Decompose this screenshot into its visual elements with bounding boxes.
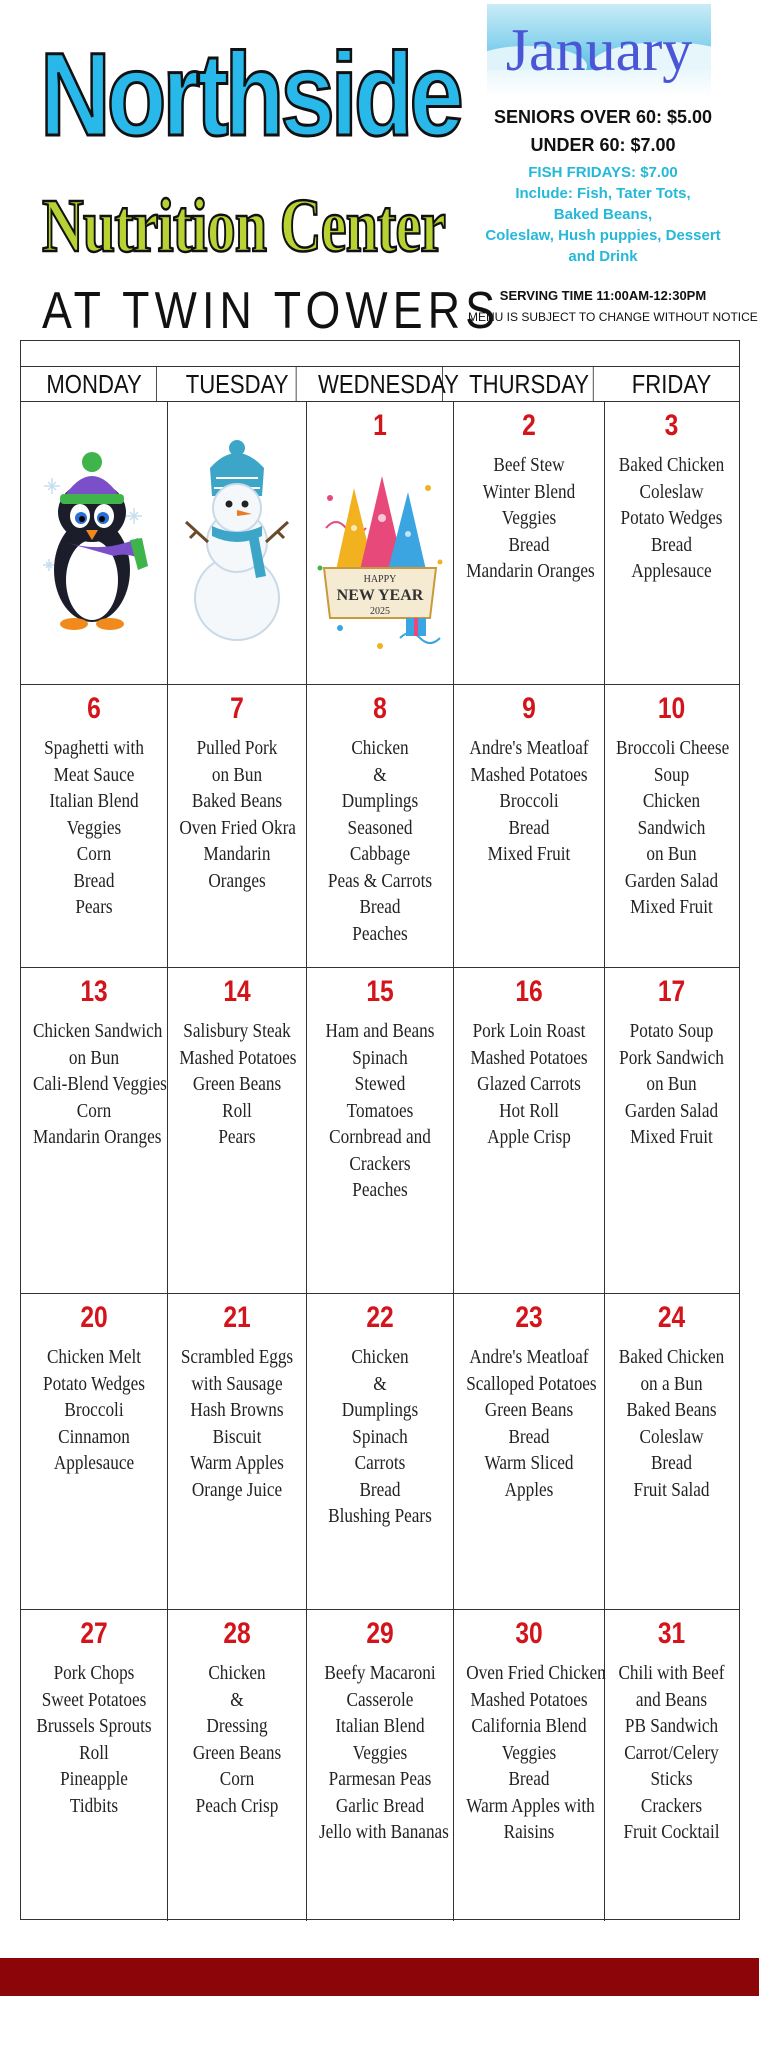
week-row: [21, 1610, 739, 1921]
menu-item: Baked Chicken: [618, 454, 725, 476]
day-cell: [168, 968, 307, 1294]
menu-item: Chicken Melt: [46, 1346, 142, 1368]
menu-item: Veggies: [501, 1741, 557, 1764]
menu-item: Seasoned: [347, 816, 413, 839]
change-notice: MENU IS SUBJECT TO CHANGE WITHOUT NOTICE: [468, 310, 758, 324]
snowman-clipart: [182, 438, 292, 653]
menu-item: Cinnamon: [58, 1425, 130, 1448]
menu-item: Roll: [222, 1099, 252, 1122]
menu-item: Spinach: [352, 1425, 408, 1448]
menu-item: Mixed Fruit: [487, 843, 571, 865]
day-number: 29: [366, 1617, 394, 1650]
menu-item: Corn: [219, 1768, 255, 1790]
menu-item: Beef Stew: [493, 454, 565, 476]
menu-items: [605, 1012, 738, 1151]
menu-item: Apple Crisp: [487, 1126, 571, 1148]
menu-item: Green Beans: [192, 1741, 282, 1764]
day-number: 21: [223, 1301, 251, 1334]
menu-item: Italian Blend: [49, 790, 139, 812]
day-cell: [605, 1610, 738, 1921]
menu-item: Brussels Sprouts: [36, 1715, 152, 1737]
menu-item: Sweet Potatoes: [41, 1688, 147, 1711]
menu-item: with Sausage: [191, 1372, 283, 1395]
day-number: 14: [223, 975, 251, 1008]
menu-item: Carrots: [354, 1452, 406, 1474]
menu-item: Broccoli: [499, 790, 559, 812]
day-cell: [168, 1610, 307, 1921]
menu-item: Corn: [76, 1099, 112, 1122]
menu-item: Roll: [79, 1741, 109, 1764]
menu-item: Potato Soup: [629, 1020, 714, 1042]
day-cell: [454, 685, 605, 968]
menu-item: Corn: [76, 843, 112, 865]
new-year-text-new-year: NEW YEAR: [336, 587, 424, 604]
menu-item: Crackers: [349, 1152, 411, 1175]
day-cell: [454, 402, 605, 685]
menu-item: Coleslaw: [639, 1425, 704, 1448]
menu-item: California Blend: [471, 1715, 587, 1737]
day-cell: [21, 1294, 168, 1610]
day-number: 15: [366, 975, 394, 1008]
price-under-60: UNDER 60: $7.00: [530, 135, 676, 155]
menu-item: Veggies: [352, 1741, 408, 1764]
day-number: 1: [373, 409, 387, 442]
day-cell: [168, 1294, 307, 1610]
day-cell: [21, 685, 168, 968]
menu-item: Bread: [508, 1768, 550, 1790]
menu-item: Parmesan Peas: [328, 1768, 432, 1790]
menu-item: Mandarin Oranges: [466, 560, 595, 582]
menu-item: on Bun: [646, 843, 697, 865]
menu-item: Broccoli Cheese: [616, 737, 730, 759]
day-cell: [168, 685, 307, 968]
menu-item: Potato Wedges: [620, 507, 723, 529]
menu-item: Bread: [359, 896, 401, 918]
menu-item: Pulled Pork: [196, 737, 278, 759]
menu-items: [168, 729, 306, 894]
menu-item: Andre's Meatloaf: [469, 737, 589, 759]
menu-item: Chicken: [351, 1346, 409, 1368]
day-number: 31: [657, 1617, 686, 1650]
menu-item: on Bun: [68, 1046, 120, 1069]
menu-item: Baked Beans: [191, 790, 283, 812]
menu-item: Dressing: [206, 1715, 268, 1737]
menu-items: [21, 1654, 167, 1819]
menu-item: Peaches: [352, 1179, 408, 1201]
day-number: 8: [373, 692, 387, 725]
menu-items: [307, 1012, 453, 1204]
day-cell: [605, 1294, 738, 1610]
menu-item: Chicken Sandwich: [32, 1020, 163, 1042]
menu-item: Mixed Fruit: [630, 896, 713, 918]
day-cell: [21, 968, 168, 1294]
day-number: 3: [664, 409, 679, 442]
menu-item: Mashed Potatoes: [470, 1688, 588, 1711]
menu-item: Blushing Pears: [328, 1505, 432, 1527]
weekday-header-friday: FRIDAY: [631, 369, 712, 399]
menu-item: Green Beans: [192, 1073, 282, 1095]
menu-item: Pears: [218, 1126, 256, 1148]
menu-item: Scrambled Eggs: [180, 1346, 294, 1368]
menu-item: Chicken: [208, 1662, 266, 1684]
day-number: 20: [80, 1301, 108, 1334]
week-row: [21, 968, 739, 1294]
menu-item: Pineapple: [60, 1768, 128, 1790]
fish-line: Include: Fish, Tater Tots,: [515, 185, 691, 202]
day-cell: [21, 402, 168, 685]
day-number: 2: [522, 409, 536, 442]
day-cell: [307, 1610, 454, 1921]
menu-item: Casserole: [346, 1688, 414, 1711]
menu-item: Oven Fried Okra: [179, 816, 296, 839]
day-cell: [168, 402, 307, 685]
week-row: [21, 1294, 739, 1610]
day-number: 10: [657, 692, 686, 725]
menu-item: Spaghetti with: [44, 737, 144, 759]
day-number: 22: [366, 1301, 394, 1334]
menu-item: and Beans: [635, 1688, 708, 1711]
day-cell: [21, 1610, 168, 1921]
weekday-header-row: [21, 367, 739, 402]
menu-item: Pork Loin Roast: [472, 1020, 586, 1042]
menu-item: Applesauce: [631, 560, 712, 582]
day-cell: [307, 1294, 454, 1610]
menu-item: Bread: [508, 816, 550, 839]
day-number: 13: [80, 975, 108, 1008]
menu-item: Peaches: [352, 922, 408, 945]
menu-item: Mashed Potatoes: [179, 1046, 297, 1069]
menu-item: Veggies: [501, 507, 557, 529]
menu-item: Orange Juice: [191, 1478, 283, 1501]
menu-items: [168, 1338, 306, 1503]
menu-items: [605, 1654, 738, 1846]
menu-item: Crackers: [640, 1794, 703, 1817]
day-number: 23: [515, 1301, 543, 1334]
menu-items: [168, 1654, 306, 1819]
new-year-text-happy: HAPPY: [363, 574, 397, 585]
menu-items: [21, 1338, 167, 1477]
calendar-top-band: [21, 341, 739, 367]
weekday-header-tuesday: TUESDAY: [178, 367, 296, 401]
fish-fridays-info: [468, 162, 738, 267]
menu-item: Salisbury Steak: [183, 1020, 291, 1042]
menu-item: Bread: [650, 1452, 693, 1474]
menu-item: Sandwich: [637, 816, 706, 839]
menu-item: Oven Fried Chicken: [466, 1662, 606, 1684]
logo-nutrition-center: Nutrition Center: [42, 184, 446, 268]
menu-item: Biscuit: [212, 1425, 262, 1448]
day-cell: [307, 968, 454, 1294]
weekday-header-thursday: THURSDAY: [465, 367, 593, 401]
day-cell: [454, 1294, 605, 1610]
menu-item: Hot Roll: [499, 1099, 559, 1122]
menu-items: [307, 729, 453, 947]
menu-items: [454, 1654, 604, 1846]
weekday-header-monday: MONDAY: [32, 367, 157, 401]
menu-item: Bread: [73, 869, 115, 892]
menu-item: &: [373, 1372, 387, 1395]
menu-item: Baked Chicken: [618, 1346, 725, 1368]
fish-line: and Drink: [568, 248, 638, 265]
menu-item: Andre's Meatloaf: [469, 1346, 589, 1368]
day-number: 28: [223, 1617, 251, 1650]
menu-item: Warm Apples: [190, 1452, 284, 1474]
menu-item: Potato Wedges: [43, 1372, 145, 1395]
menu-item: Chicken: [351, 737, 409, 759]
penguin-clipart: [34, 442, 154, 647]
day-cell: [605, 968, 738, 1294]
new-year-clipart: [310, 458, 450, 663]
price-seniors: SENIORS OVER 60: $5.00: [493, 107, 713, 127]
menu-item: Hash Browns: [190, 1399, 284, 1421]
menu-item: Pork Chops: [53, 1662, 135, 1684]
menu-item: Coleslaw: [639, 480, 704, 503]
menu-item: on Bun: [646, 1073, 697, 1095]
week-row: [21, 402, 739, 685]
menu-item: Warm Sliced: [484, 1452, 574, 1474]
logo-twin-towers: AT TWIN TOWERS: [42, 282, 501, 340]
fish-line: Coleslaw, Hush puppies, Dessert: [485, 227, 721, 244]
menu-item: Meat Sauce: [53, 763, 135, 786]
menu-item: Tomatoes: [346, 1099, 414, 1122]
menu-item: Fruit Salad: [633, 1478, 710, 1501]
menu-items: [454, 729, 604, 868]
menu-item: Garden Salad: [624, 1099, 719, 1122]
menu-item: Cornbread and: [329, 1126, 431, 1148]
menu-item: Apples: [504, 1478, 554, 1501]
menu-items: [307, 1654, 453, 1846]
menu-item: PB Sandwich: [624, 1715, 719, 1737]
menu-item: Chili with Beef: [618, 1662, 725, 1684]
fish-line: Baked Beans,: [553, 206, 653, 223]
day-cell: [605, 402, 738, 685]
day-number: 6: [87, 692, 101, 725]
menu-item: Dumplings: [341, 790, 419, 812]
menu-item: Tidbits: [69, 1794, 119, 1817]
menu-item: on Bun: [211, 763, 263, 786]
menu-item: Oranges: [208, 869, 266, 892]
week-row: [21, 685, 739, 968]
menu-item: Carrot/Celery: [624, 1741, 719, 1764]
menu-item: on a Bun: [640, 1372, 703, 1395]
day-number: 9: [522, 692, 536, 725]
menu-items: [307, 1338, 453, 1530]
day-cell: [307, 685, 454, 968]
menu-item: Baked Beans: [626, 1399, 717, 1421]
menu-items: [168, 1012, 306, 1151]
fish-line: FISH FRIDAYS: $7.00: [528, 164, 678, 181]
menu-items: [454, 1338, 604, 1503]
menu-item: Cali-Blend Veggies: [32, 1073, 167, 1095]
menu-items: [21, 1012, 167, 1151]
menu-item: Bread: [508, 533, 550, 556]
menu-item: Peas & Carrots: [327, 869, 433, 892]
menu-items: [454, 446, 604, 585]
footer-bar: [0, 1958, 759, 1996]
menu-item: Garlic Bread: [335, 1794, 425, 1817]
menu-item: Veggies: [66, 816, 122, 839]
menu-item: Scalloped Potatoes: [466, 1372, 597, 1395]
menu-item: Pears: [75, 896, 113, 918]
weekday-header-wednesday: WEDNESDAY: [318, 369, 459, 399]
day-cell: [454, 1610, 605, 1921]
menu-item: Glazed Carrots: [477, 1073, 581, 1095]
month-banner: [487, 4, 711, 96]
menu-item: Italian Blend: [335, 1715, 425, 1737]
day-number: 27: [80, 1617, 108, 1650]
day-number: 30: [515, 1617, 543, 1650]
menu-item: Garden Salad: [624, 869, 719, 892]
menu-item: Pork Sandwich: [619, 1046, 724, 1069]
logo-northside: Northside: [40, 29, 460, 161]
menu-item: Mandarin Oranges: [32, 1126, 162, 1148]
menu-item: &: [230, 1688, 244, 1711]
menu-item: Beefy Macaroni: [324, 1662, 436, 1684]
menu-item: Fruit Cocktail: [623, 1821, 720, 1843]
menu-item: Peach Crisp: [195, 1794, 279, 1817]
menu-item: Winter Blend: [482, 480, 576, 503]
day-cell: [307, 402, 454, 685]
menu-item: Broccoli: [64, 1399, 124, 1421]
new-year-text-year: 2025: [370, 606, 390, 617]
menu-item: Sticks: [650, 1768, 693, 1790]
menu-items: [21, 729, 167, 921]
menu-calendar: [20, 340, 740, 1920]
day-number: 17: [657, 975, 686, 1008]
menu-item: Stewed: [354, 1073, 406, 1095]
menu-item: Applesauce: [53, 1452, 135, 1474]
day-cell: [605, 685, 738, 968]
month-title: January: [505, 17, 693, 83]
day-number: 16: [515, 975, 543, 1008]
menu-item: &: [373, 763, 387, 786]
day-number: 7: [230, 692, 244, 725]
menu-item: Bread: [650, 533, 693, 556]
menu-item: Ham and Beans: [325, 1020, 435, 1042]
menu-item: Green Beans: [484, 1399, 574, 1421]
menu-item: Chicken: [642, 790, 701, 812]
day-cell: [454, 968, 605, 1294]
menu-item: Mashed Potatoes: [470, 1046, 588, 1069]
menu-item: Bread: [508, 1425, 550, 1448]
menu-items: [605, 729, 738, 921]
menu-item: Soup: [653, 763, 690, 786]
menu-items: [605, 446, 738, 585]
menu-item: Jello with Bananas: [318, 1821, 449, 1843]
menu-item: Cabbage: [349, 843, 411, 865]
menu-item: Mixed Fruit: [630, 1126, 713, 1148]
menu-items: [605, 1338, 738, 1503]
day-number: 24: [657, 1301, 686, 1334]
menu-item: Warm Apples with: [466, 1794, 595, 1817]
menu-item: Dumplings: [341, 1399, 419, 1421]
menu-item: Spinach: [352, 1046, 408, 1069]
menu-item: Mandarin: [203, 843, 271, 865]
menu-item: Bread: [359, 1478, 401, 1501]
menu-item: Mashed Potatoes: [470, 763, 588, 786]
serving-time: SERVING TIME 11:00AM-12:30PM: [499, 288, 707, 303]
menu-item: Raisins: [503, 1821, 555, 1843]
menu-items: [454, 1012, 604, 1151]
